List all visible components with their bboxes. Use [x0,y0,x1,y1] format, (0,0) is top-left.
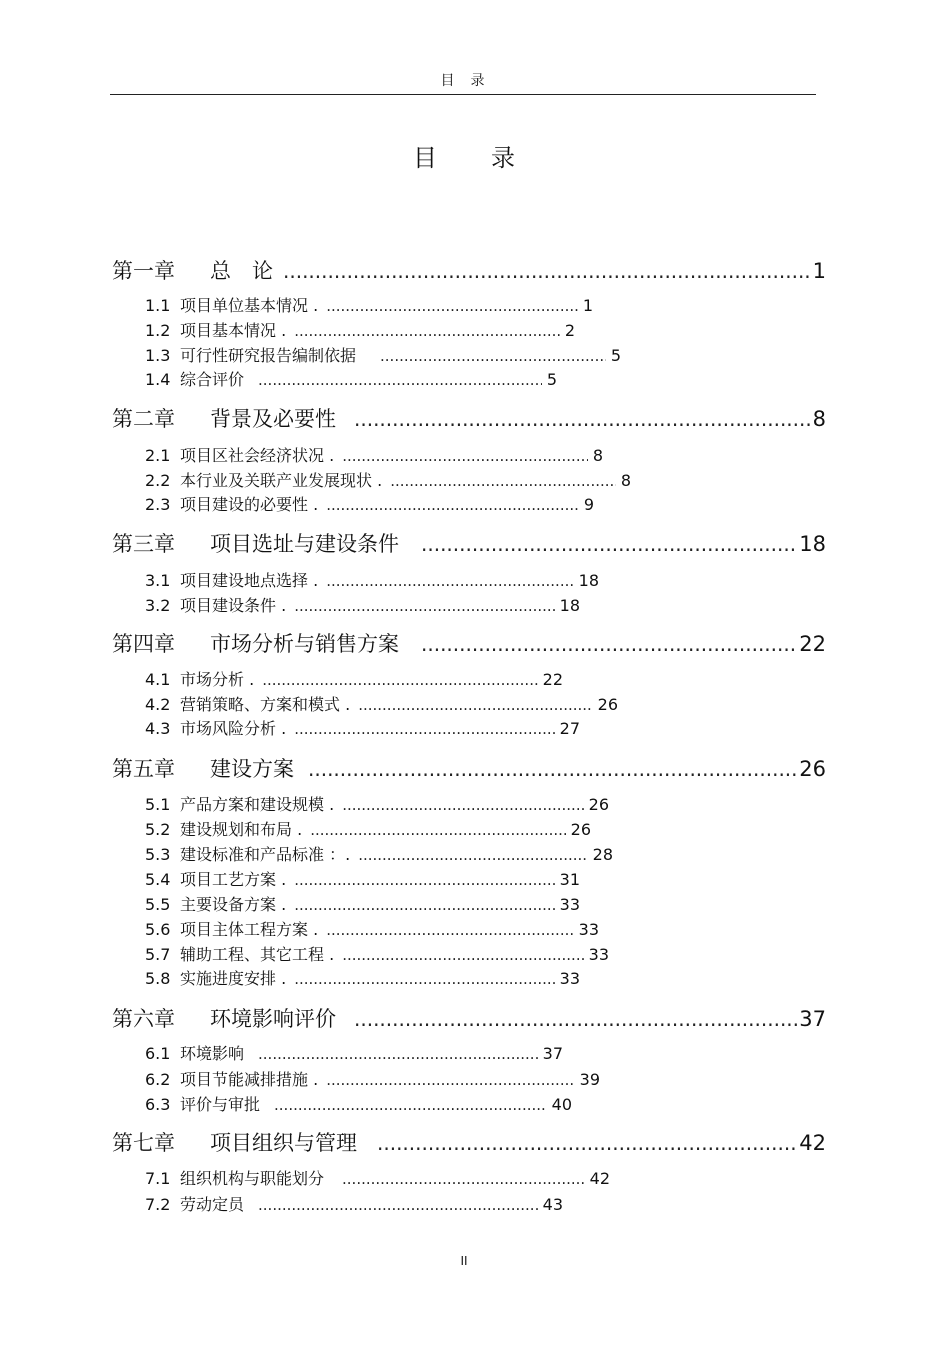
dot-leader [354,1007,798,1031]
section-title: 劳动定员 [180,1195,245,1214]
section-page: 26 [597,695,618,714]
dot-leader [326,297,578,315]
section-number: 5.1 [145,795,171,814]
section-title: 建设规划和布局 . [180,820,303,839]
section-title: 产品方案和建设规模 . [180,795,335,814]
dot-leader [258,1196,538,1214]
section-page: 5 [610,346,621,365]
dot-leader [310,821,565,839]
section-page: 5 [546,370,557,389]
chapter-number: 第六章 [112,1007,175,1031]
toc-chapter-3[interactable] [112,528,826,558]
dot-leader [326,921,573,939]
section-title: 项目基本情况 . [180,321,287,340]
dot-leader [342,1170,585,1188]
section-number: 7.1 [145,1169,171,1188]
section-title: 环境影响 [180,1044,245,1063]
section-number: 4.3 [145,719,171,738]
toc-section-6-1[interactable] [145,1041,563,1064]
chapter-number: 第三章 [112,532,175,556]
dot-leader [380,347,606,365]
section-title: 组织机构与职能划分 [180,1169,325,1188]
section-page: 31 [559,870,580,889]
dot-leader [283,259,812,283]
section-page: 33 [559,895,580,914]
chapter-number: 第一章 [112,259,175,283]
toc-section-1-2[interactable] [145,318,575,341]
section-title: 项目区社会经济状况 . [180,446,335,465]
dot-leader [294,597,554,615]
section-page: 42 [589,1169,610,1188]
chapter-page: 42 [799,1131,826,1155]
section-page: 18 [578,571,599,590]
toc-section-5-6[interactable] [145,917,599,940]
section-number: 6.3 [145,1095,171,1114]
section-number: 6.2 [145,1070,171,1089]
section-page: 22 [542,670,563,689]
dot-leader [377,1131,798,1155]
chapter-title: 建设方案 [210,757,294,781]
section-title: 主要设备方案 . [180,895,287,914]
toc-section-4-2[interactable] [145,692,618,715]
dot-leader [326,1071,574,1089]
section-page: 26 [570,820,591,839]
section-title: 建设标准和产品标准 ：. [180,845,351,864]
section-number: 5.8 [145,969,171,988]
chapter-title: 市场分析与销售方案 [210,632,399,656]
toc-section-5-4[interactable] [145,867,580,890]
page-number: II [460,1254,468,1268]
chapter-title: 项目选址与建设条件 [210,532,399,556]
section-title: 实施进度安排 . [180,969,287,988]
section-title: 项目工艺方案 . [180,870,287,889]
dot-leader [342,946,583,964]
section-number: 2.3 [145,495,171,514]
toc-chapter-6[interactable] [112,1003,826,1033]
chapter-page: 22 [799,632,826,656]
chapter-title: 背景及必要性 [210,407,336,431]
section-title: 市场风险分析 . [180,719,287,738]
section-title: 项目建设地点选择 . [180,571,319,590]
dot-leader [294,970,554,988]
section-page: 37 [542,1044,563,1063]
chapter-page: 1 [812,259,826,283]
toc-chapter-2[interactable] [112,403,826,433]
section-title: 项目建设的必要性 . [180,495,319,514]
section-number: 5.7 [145,945,171,964]
dot-leader [294,720,554,738]
section-number: 4.1 [145,670,171,689]
dot-leader [326,496,579,514]
section-page: 43 [542,1195,563,1214]
toc-section-4-1[interactable] [145,667,563,690]
toc-section-5-2[interactable] [145,817,591,840]
dot-leader [354,407,812,431]
section-page: 8 [592,446,603,465]
dot-leader [308,757,798,781]
toc-section-5-1[interactable] [145,792,609,815]
section-page: 28 [592,845,613,864]
running-header: 目 录 [440,73,486,89]
toc-section-3-1[interactable] [145,568,599,591]
toc-section-1-4[interactable] [145,367,557,390]
section-page: 40 [551,1095,572,1114]
toc-chapter-7[interactable] [112,1127,826,1157]
section-title: 市场分析 . [180,670,255,689]
toc-section-2-3[interactable] [145,492,594,515]
toc-chapter-5[interactable] [112,753,826,783]
section-page: 39 [579,1070,600,1089]
toc-section-6-2[interactable] [145,1067,600,1090]
dot-leader [274,1096,547,1114]
dot-leader [390,472,616,490]
toc-section-1-3[interactable] [145,343,621,366]
section-number: 2.1 [145,446,171,465]
section-title: 项目建设条件 . [180,596,287,615]
section-number: 4.2 [145,695,171,714]
dot-leader [358,846,587,864]
section-title: 可行性研究报告编制依据 [180,346,357,365]
section-number: 5.5 [145,895,171,914]
section-number: 5.3 [145,845,171,864]
section-number: 3.1 [145,571,171,590]
toc-section-6-3[interactable] [145,1092,572,1115]
section-title: 项目单位基本情况 . [180,296,319,315]
section-title: 项目节能减排措施 . [180,1070,319,1089]
section-number: 1.4 [145,370,171,389]
dot-leader [342,796,583,814]
dot-leader [294,896,554,914]
toc-section-5-8[interactable] [145,966,580,989]
toc-chapter-1[interactable] [112,255,826,285]
toc-section-5-3[interactable] [145,842,613,865]
section-number: 3.2 [145,596,171,615]
section-number: 5.2 [145,820,171,839]
dot-leader [294,322,560,340]
section-number: 5.4 [145,870,171,889]
chapter-page: 18 [799,532,826,556]
dot-leader [358,696,592,714]
section-page: 26 [588,795,609,814]
chapter-page: 37 [799,1007,826,1031]
section-title: 辅助工程、其它工程 . [180,945,335,964]
dot-leader [262,671,537,689]
section-page: 8 [620,471,631,490]
section-page: 9 [583,495,594,514]
section-page: 33 [588,945,609,964]
dot-leader [421,632,798,656]
chapter-number: 第七章 [112,1131,175,1155]
section-number: 1.2 [145,321,171,340]
toc-section-2-2[interactable] [145,468,631,491]
dot-leader [421,532,798,556]
section-page: 2 [564,321,575,340]
toc-section-4-3[interactable] [145,716,580,739]
chapter-title: 总 论 [210,259,273,283]
dot-leader [258,1045,538,1063]
chapter-page: 8 [812,407,826,431]
chapter-title: 环境影响评价 [210,1007,336,1031]
toc-section-7-2[interactable] [145,1192,563,1215]
chapter-number: 第五章 [112,757,175,781]
section-title: 营销策略、方案和模式 . [180,695,351,714]
section-number: 5.6 [145,920,171,939]
toc-chapter-4[interactable] [112,628,826,658]
section-title: 综合评价 [180,370,245,389]
dot-leader [294,871,554,889]
toc-section-1-1[interactable] [145,293,593,316]
section-number: 6.1 [145,1044,171,1063]
section-page: 1 [582,296,593,315]
section-page: 33 [559,969,580,988]
section-number: 1.3 [145,346,171,365]
section-page: 18 [559,596,580,615]
chapter-number: 第四章 [112,632,175,656]
chapter-title: 项目组织与管理 [210,1131,357,1155]
dot-leader [326,572,573,590]
dot-leader [342,447,588,465]
section-page: 33 [578,920,599,939]
toc-section-2-1[interactable] [145,443,603,466]
section-number: 2.2 [145,471,171,490]
chapter-page: 26 [799,757,826,781]
section-title: 评价与审批 [180,1095,261,1114]
toc-section-5-7[interactable] [145,942,609,965]
section-page: 27 [559,719,580,738]
section-number: 7.2 [145,1195,171,1214]
dot-leader [258,371,542,389]
chapter-number: 第二章 [112,407,175,431]
toc-section-3-2[interactable] [145,593,580,616]
toc-section-7-1[interactable] [145,1166,610,1189]
toc-section-5-5[interactable] [145,892,580,915]
section-title: 本行业及关联产业发展现状 . [180,471,383,490]
page-title: 目 录 [413,144,517,172]
section-title: 项目主体工程方案 . [180,920,319,939]
section-number: 1.1 [145,296,171,315]
header-rule [110,94,816,95]
